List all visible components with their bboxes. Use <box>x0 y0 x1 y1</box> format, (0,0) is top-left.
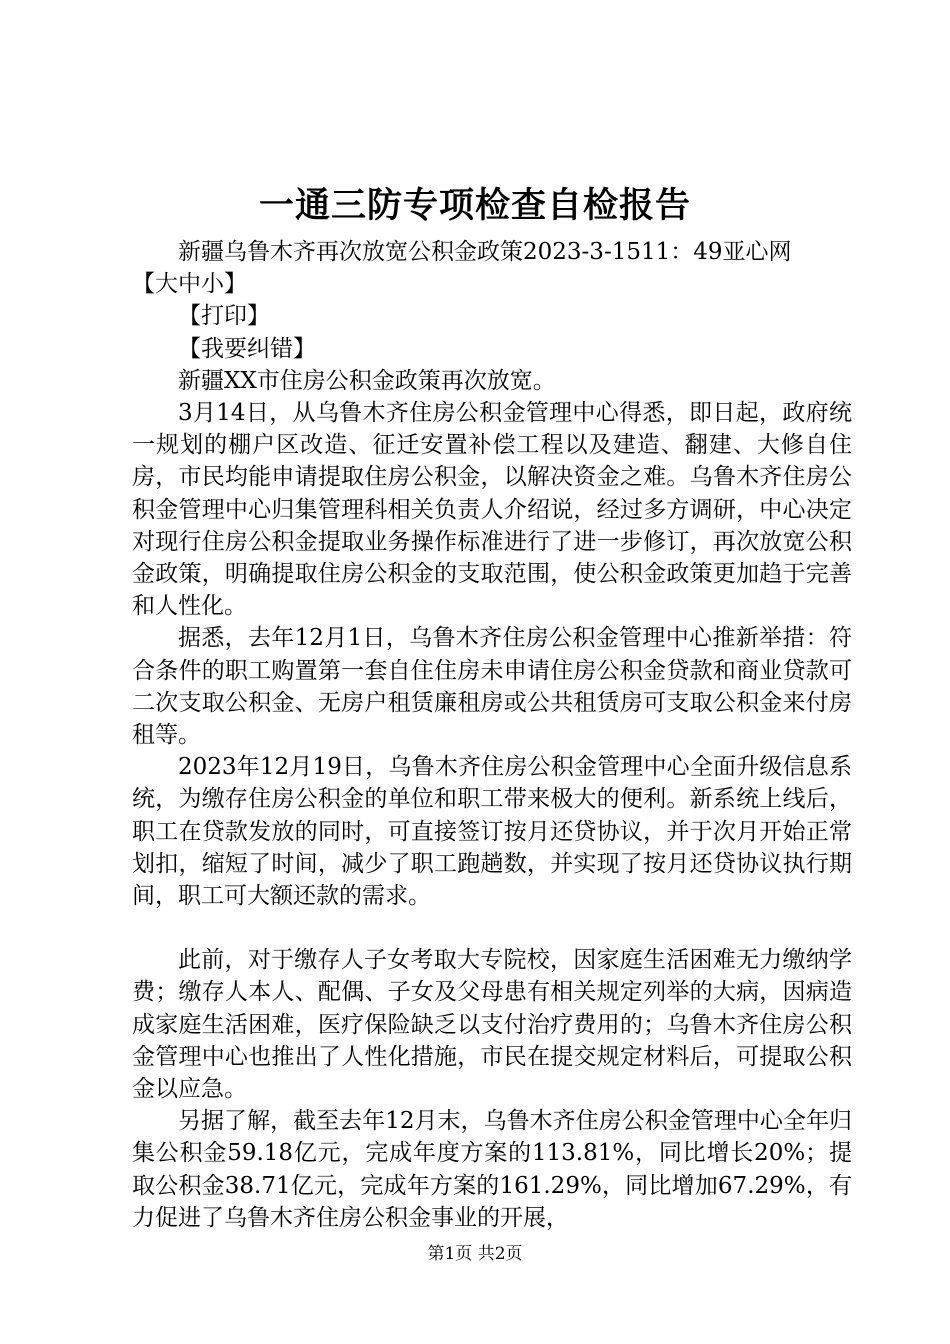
body-paragraph: 3月14日，从乌鲁木齐住房公积金管理中心得悉，即日起，政府统一规划的棚户区改造、征迁安置补偿工程以及建造、翻建、大修自住房，市民均能申请提取住房公积金，以解决资金之难。乌鲁木齐住房公积金管理中心归集管理科相关负责人介绍说，经过多方调研，中心决定对现行住房公积金提取业务操作标准进行了进一步修订，再次放宽公积金政策，明确提取住房公积金的支取范围，使公积金政策更加趋于完善和人性化。 <box>132 400 852 620</box>
font-size-control[interactable]: 【大中小】 <box>132 271 247 298</box>
document-title: 一通三防专项检查自检报告 <box>258 185 691 226</box>
body-paragraph: 另据了解，截至去年12月末，乌鲁木齐住房公积金管理中心全年归集公积金59.18亿元，完成年度方案的113.81%，同比增长20%；提取公积金38.71亿元，完成年方案的161.29%，同比增加67.29%，有力促进了乌鲁木齐住房公积金事业的开展， <box>132 1108 852 1231</box>
report-error-link[interactable]: 【我要纠错】 <box>178 335 316 362</box>
page-footer: 第1页 共2页 <box>427 1244 523 1264</box>
body-paragraph: 2023年12月19日，乌鲁木齐住房公积金管理中心全面升级信息系统，为缴存住房公积金的单位和职工带来极大的便利。新系统上线后，职工在贷款发放的同时，可直接签订按月还贷协议，并于次月开始正常划扣，缩短了时间，减少了职工跑趟数，并实现了按月还贷协议执行期间，职工可大额还款的需求。 <box>132 754 852 910</box>
lead-paragraph: 新疆XX市住房公积金政策再次放宽。 <box>178 367 556 394</box>
body-paragraph: 此前，对于缴存人子女考取大专院校，因家庭生活困难无力缴纳学费；缴存人本人、配偶、子女及父母患有相关规定列举的大病，因病造成家庭生活困难，医疗保险缺乏以支付治疗费用的；乌鲁木齐住房公积金管理中心也推出了人性化措施，市民在提交规定材料后，可提取公积金以应急。 <box>132 947 852 1103</box>
print-link[interactable]: 【打印】 <box>178 303 270 330</box>
news-header-line: 新疆乌鲁木齐再次放宽公积金政策2023-3-1511：49亚心网 <box>178 239 792 265</box>
body-paragraph: 据悉，去年12月1日，乌鲁木齐住房公积金管理中心推新举措：符合条件的职工购置第一套自住住房未申请住房公积金贷款和商业贷款可二次支取公积金、无房户租赁廉租房或公共租赁房可支取公积金来付房租等。 <box>132 625 852 749</box>
document-body <box>132 236 852 1234</box>
